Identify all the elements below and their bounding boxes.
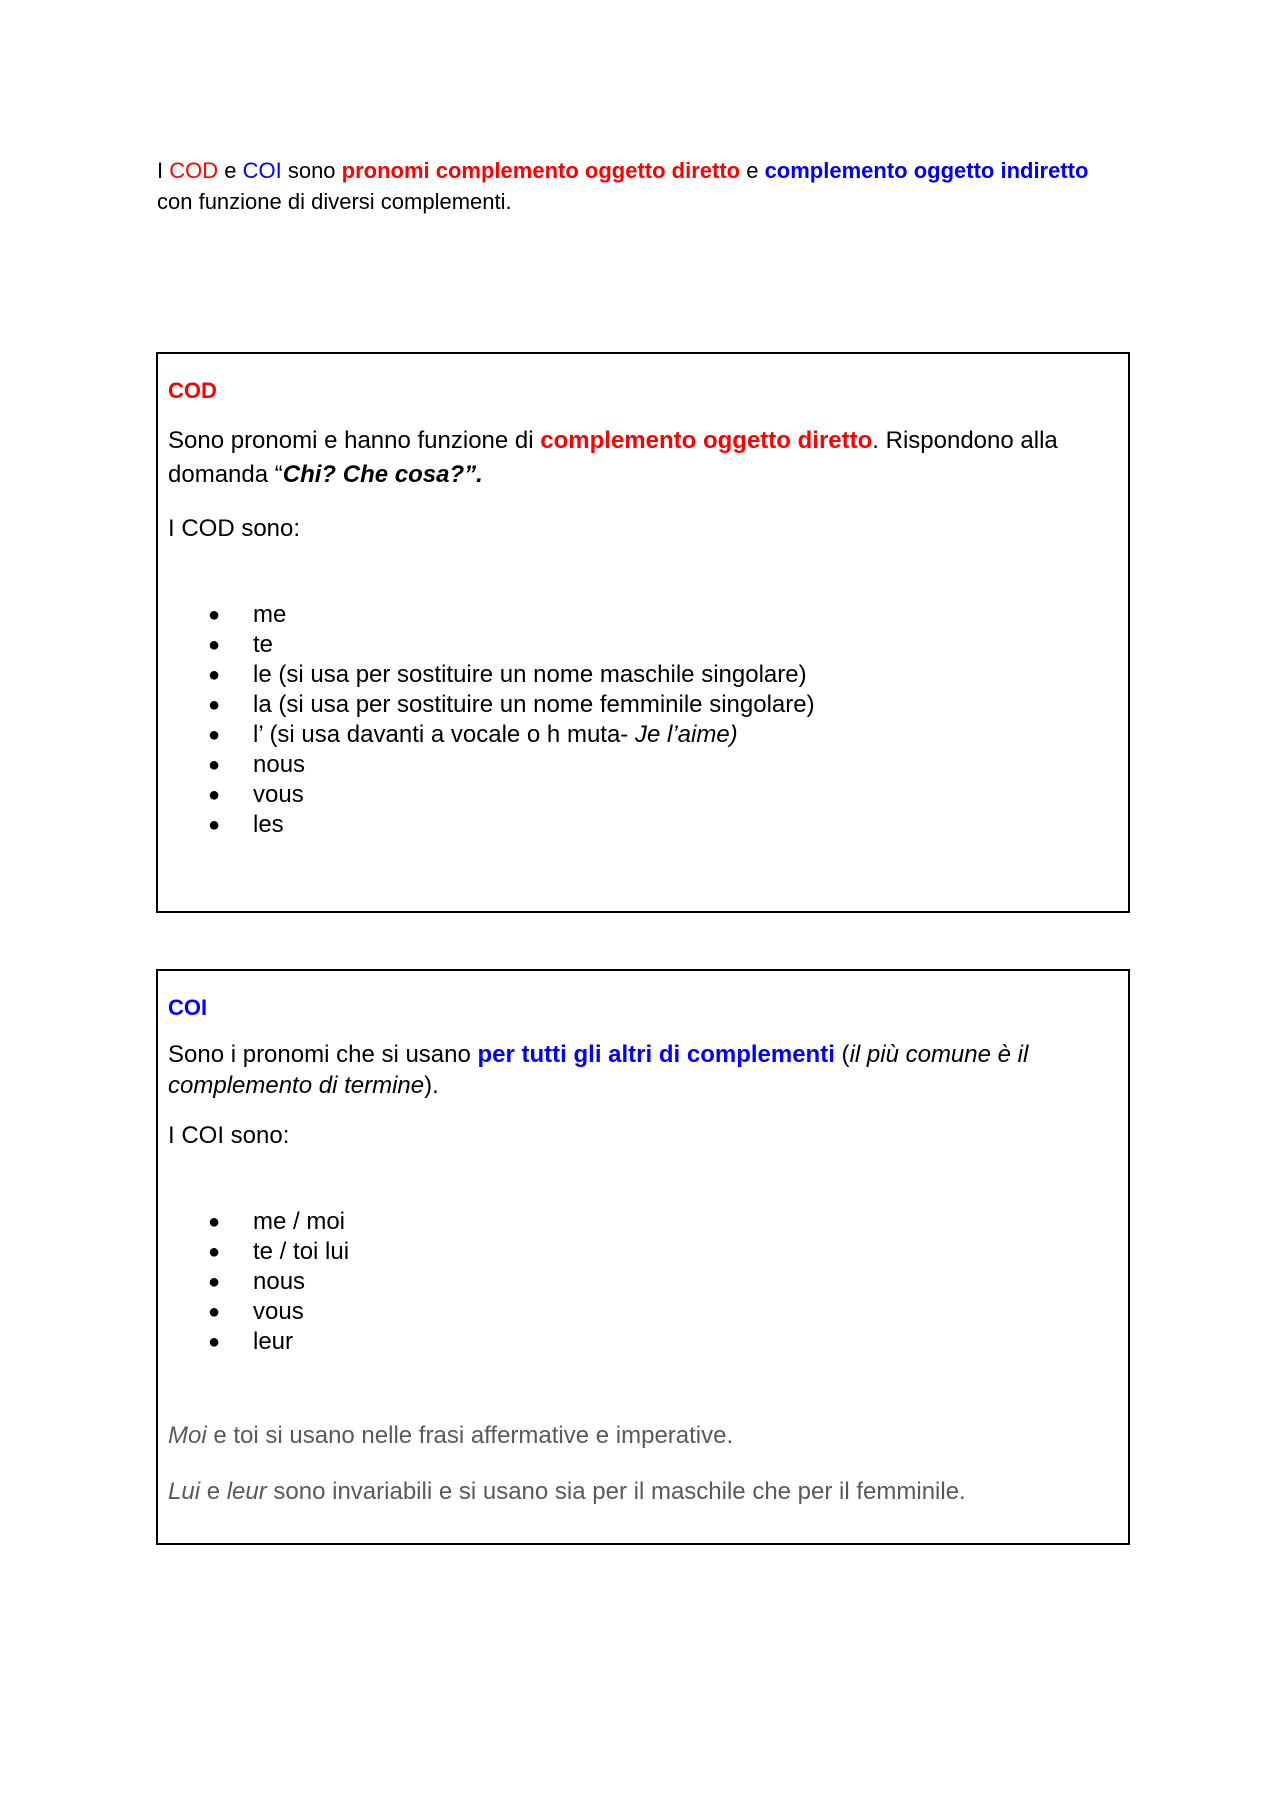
intro-text: I (157, 158, 170, 183)
cod-desc-text: . Rispondono alla domanda “ (168, 427, 1058, 488)
bullet-icon: ● (208, 694, 221, 716)
list-item (168, 600, 1118, 630)
bullet-icon: ● (208, 754, 221, 776)
note-italic: Lui (168, 1478, 201, 1505)
coi-description (168, 1039, 1118, 1101)
list-item (168, 690, 1118, 720)
cod-list-intro: I COD sono: (168, 515, 301, 542)
cod-question: Chi? Che cosa?”. (282, 461, 483, 488)
bullet-icon: ● (208, 724, 221, 746)
coi-box (156, 969, 1130, 1545)
bullet-icon: ● (208, 1331, 221, 1353)
list-item (168, 1327, 1118, 1357)
intro-text: e (218, 158, 243, 183)
list-item-text: le (si usa per sostituire un nome maschile singolare) (253, 661, 807, 688)
coi-title: COI (168, 995, 208, 1020)
cod-title: COD (168, 378, 217, 403)
cod-definition: pronomi complemento oggetto diretto (341, 158, 741, 183)
cod-description (168, 424, 1118, 492)
bullet-icon: ● (208, 784, 221, 806)
coi-list-intro: I COI sono: (168, 1122, 290, 1149)
list-item (168, 660, 1118, 690)
list-item-text: nous (253, 751, 306, 778)
note-text: sono invariabili e si usano sia per il maschile che per il femminile. (266, 1478, 966, 1505)
bullet-icon: ● (208, 604, 221, 626)
coi-note-moi-toi (168, 1421, 1118, 1451)
bullet-icon: ● (208, 1271, 221, 1293)
list-item (168, 720, 1118, 750)
coi-label: COI (242, 158, 282, 183)
list-item-text: me / moi (253, 1208, 346, 1235)
coi-note-lui-leur (168, 1477, 1118, 1507)
note-italic: leur (226, 1478, 267, 1505)
intro-text: con funzione di diversi complementi. (157, 189, 512, 214)
bullet-icon: ● (208, 664, 221, 686)
coi-desc-italic: il più comune è il complemento di termine (168, 1041, 1029, 1099)
intro-text: sono (281, 158, 342, 183)
list-item-text: la (si usa per sostituire un nome femminile singolare) (253, 691, 815, 718)
list-item (168, 1267, 1118, 1297)
list-item (168, 630, 1118, 660)
list-item-text: leur (253, 1328, 294, 1355)
bullet-icon: ● (208, 814, 221, 836)
coi-desc-text: ). (424, 1072, 439, 1099)
list-item-text: les (253, 811, 284, 838)
list-item (168, 780, 1118, 810)
bullet-icon: ● (208, 1241, 221, 1263)
coi-desc-text: ( (834, 1041, 850, 1068)
cod-pronoun-list (168, 600, 1118, 840)
cod-desc-text: Sono pronomi e hanno funzione di (168, 427, 541, 454)
list-item (168, 1237, 1118, 1267)
note-text: e toi si usano nelle frasi affermative e imperative. (206, 1422, 734, 1449)
list-item-text: me (253, 601, 287, 628)
note-text: e (200, 1478, 227, 1505)
intro-paragraph (157, 155, 1097, 217)
coi-definition: complemento oggetto indiretto (764, 158, 1089, 183)
list-item-text: vous (253, 781, 304, 808)
bullet-icon: ● (208, 634, 221, 656)
list-item (168, 1297, 1118, 1327)
cod-desc-highlight: complemento oggetto diretto (540, 427, 873, 454)
list-item-example: Je l’aime) (634, 721, 738, 748)
coi-desc-highlight: per tutti gli altri di complementi (477, 1041, 835, 1068)
cod-box (156, 352, 1130, 913)
list-item (168, 1207, 1118, 1237)
coi-pronoun-list (168, 1207, 1118, 1357)
list-item-text: vous (253, 1298, 304, 1325)
list-item (168, 750, 1118, 780)
note-italic: Moi (168, 1422, 207, 1449)
list-item (168, 810, 1118, 840)
list-item-text: te / toi lui (253, 1238, 350, 1265)
coi-desc-text: Sono i pronomi che si usano (168, 1041, 478, 1068)
list-item-text: l’ (si usa davanti a vocale o h muta- (253, 721, 635, 748)
bullet-icon: ● (208, 1211, 221, 1233)
list-item-text: nous (253, 1268, 306, 1295)
intro-text: e (740, 158, 765, 183)
cod-label: COD (169, 158, 219, 183)
list-item-text: te (253, 631, 274, 658)
bullet-icon: ● (208, 1301, 221, 1323)
